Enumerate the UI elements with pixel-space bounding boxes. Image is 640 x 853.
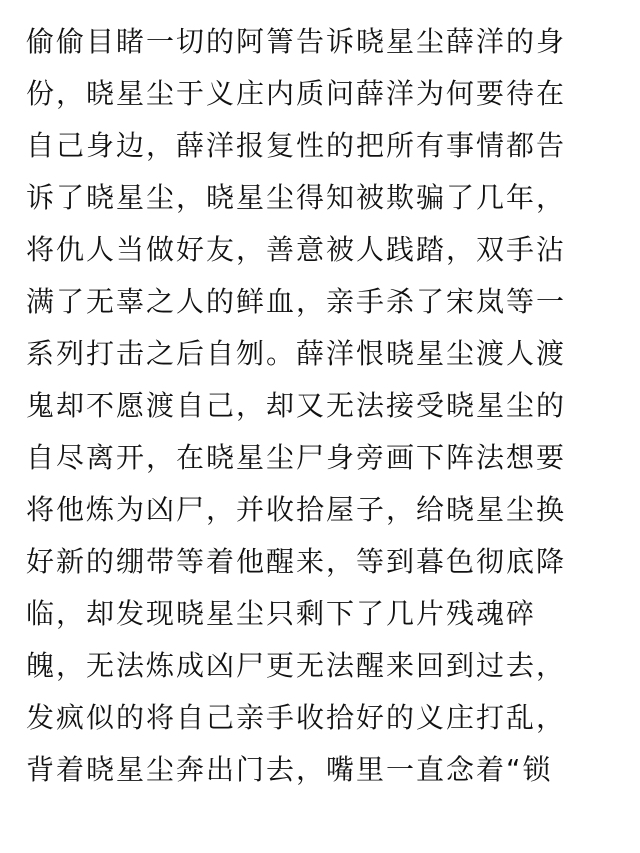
text-line: 自己身边，薛洋报复性的把所有事情都告: [26, 129, 567, 162]
text-line: 份，晓星尘于义庄内质问薛洋为何要待在: [26, 77, 567, 110]
text-line: 背着晓星尘奔出门去，嘴里一直念着“锁: [26, 753, 553, 786]
article-text: [26, 16, 626, 796]
text-line: 发疯似的将自己亲手收拾好的义庄打乱，: [26, 701, 567, 734]
text-line: 鬼却不愿渡自己，却又无法接受晓星尘的: [26, 389, 567, 422]
text-line: 将仇人当做好友，善意被人践踏，双手沾: [26, 233, 567, 266]
text-line: 诉了晓星尘，晓星尘得知被欺骗了几年，: [26, 181, 567, 214]
text-line: 魄，无法炼成凶尸更无法醒来回到过去，: [26, 649, 567, 682]
text-line: 偷偷目睹一切的阿箐告诉晓星尘薛洋的身: [26, 25, 567, 58]
text-line: 将他炼为凶尸，并收拾屋子，给晓星尘换: [26, 493, 567, 526]
text-line: 临，却发现晓星尘只剩下了几片残魂碎: [26, 597, 537, 630]
text-line: 满了无辜之人的鲜血，亲手杀了宋岚等一: [26, 285, 567, 318]
text-line: 系列打击之后自刎。薛洋恨晓星尘渡人渡: [26, 337, 567, 370]
text-line: 好新的绷带等着他醒来，等到暮色彻底降: [26, 545, 567, 578]
text-line: 自尽离开，在晓星尘尸身旁画下阵法想要: [26, 441, 567, 474]
